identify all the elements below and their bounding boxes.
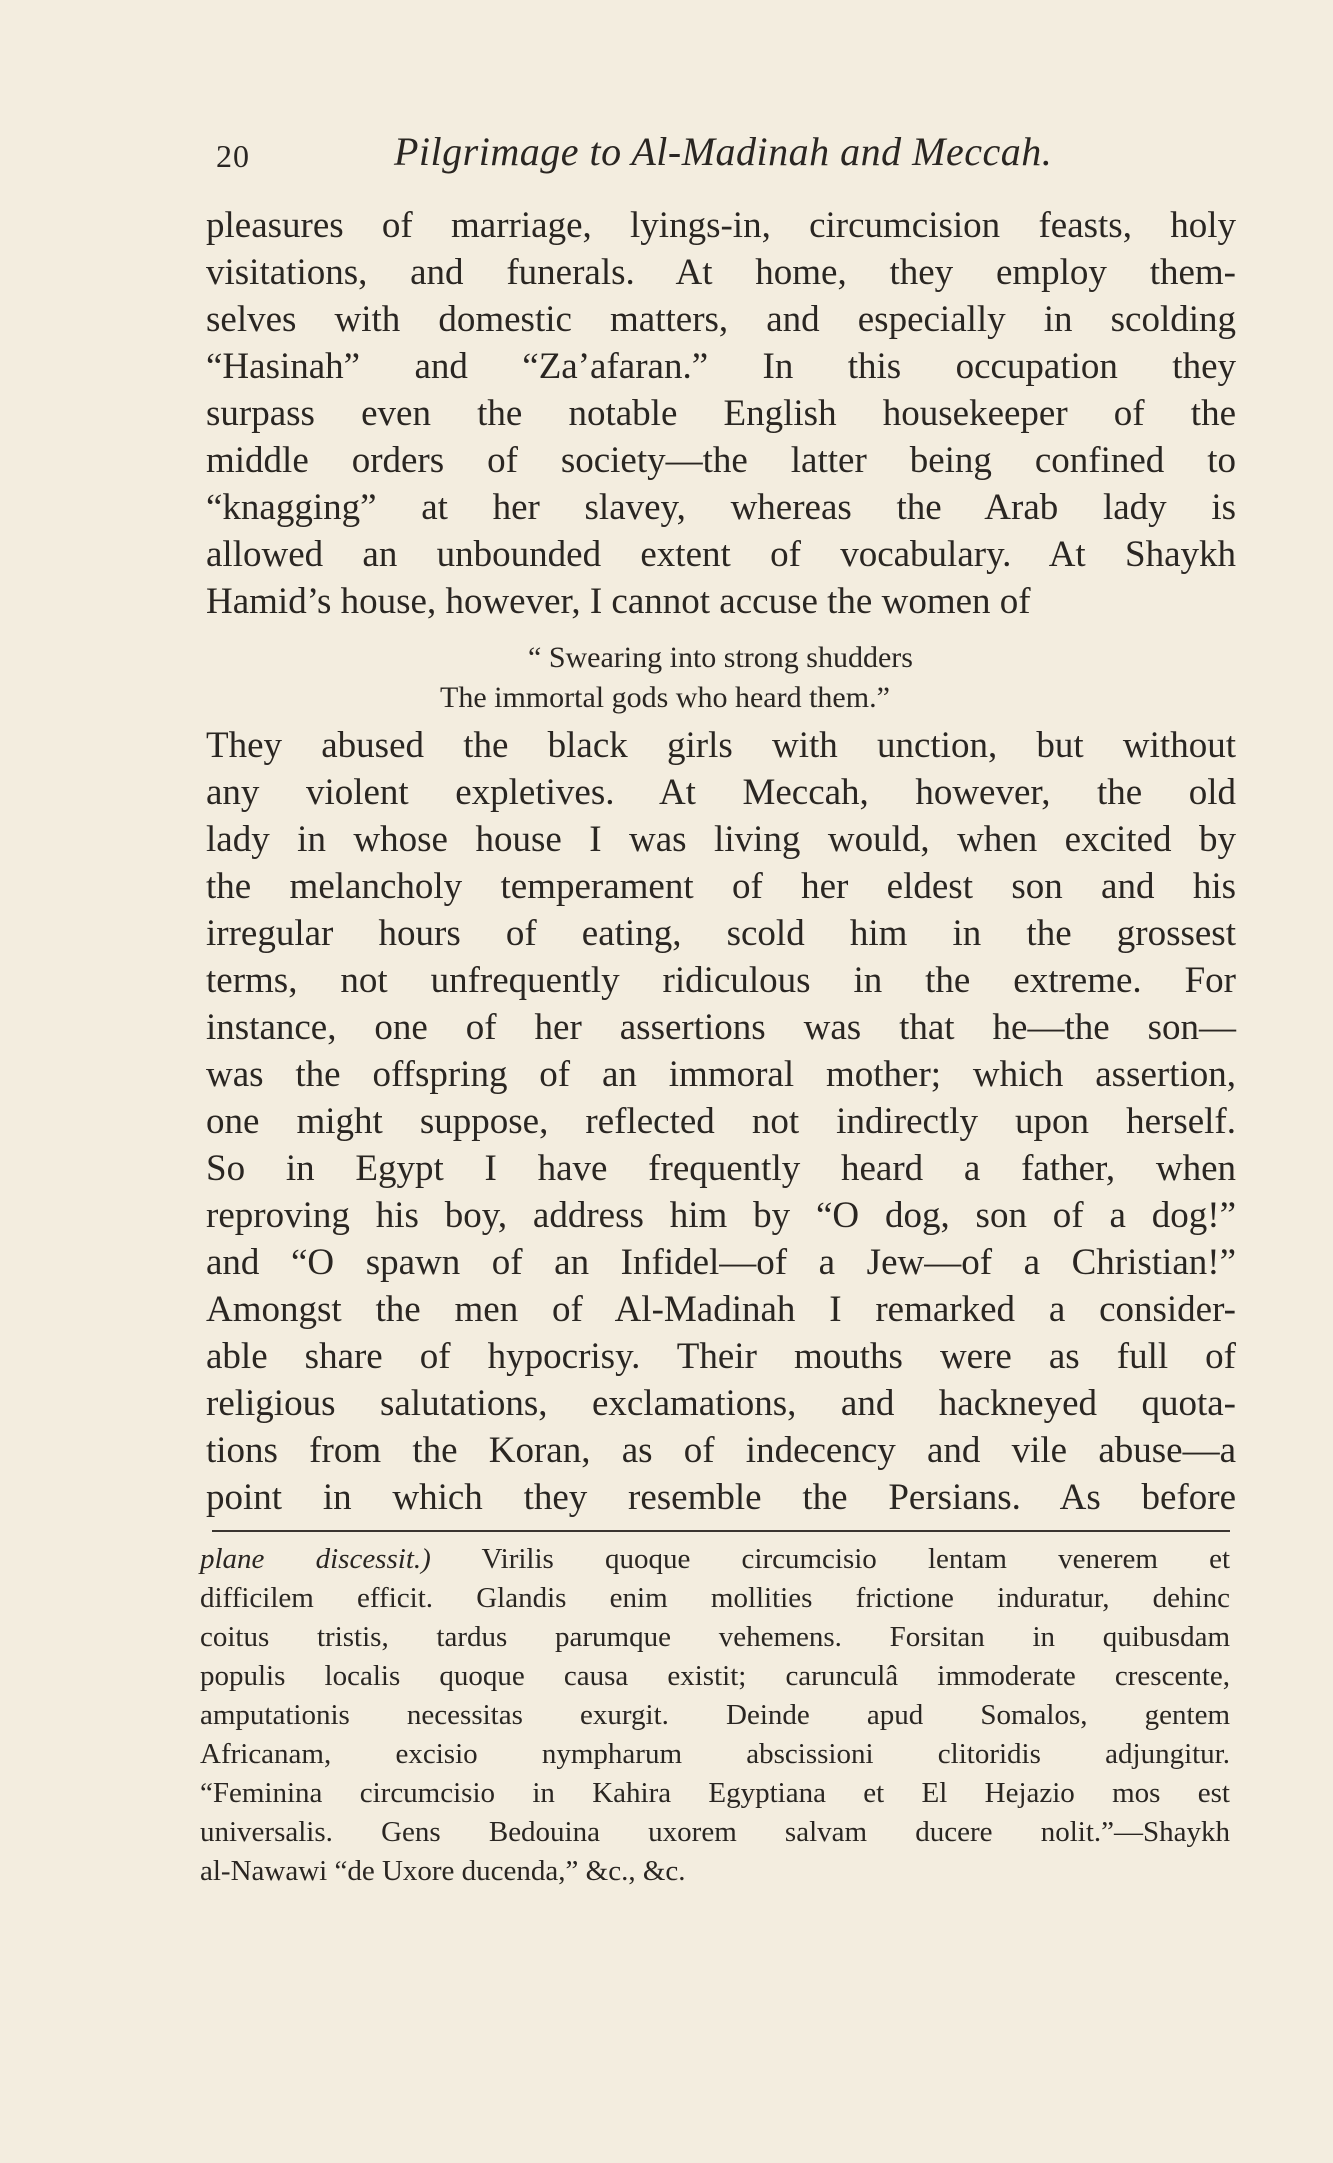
footnote-line: al-Nawawi “de Uxore ducenda,” &c., &c. [200, 1855, 686, 1887]
text-line: “knagging” at her slavey, whereas the Arab lady is [206, 487, 1236, 528]
text-line: They abused the black girls with unction, but without [206, 725, 1236, 766]
text-line: pleasures of marriage, lyings-in, circumcision feasts, holy [206, 205, 1236, 246]
text-line: point in which they resemble the Persians. As before [206, 1477, 1236, 1518]
text-line: visitations, and funerals. At home, they employ them- [206, 252, 1236, 293]
text-line: reproving his boy, address him by “O dog, son of a dog!” [206, 1195, 1236, 1236]
main-text-top [206, 202, 1236, 625]
footnote-line: difficilem efficit. Glandis enim mollities frictione induratur, dehinc [200, 1582, 1230, 1614]
quote-line: “ Swearing into strong shudders [528, 641, 913, 674]
quote-line: The immortal gods who heard them.” [440, 681, 890, 714]
footnote-line [200, 1540, 1230, 1579]
text-line: the melancholy temperament of her eldest son and his [206, 866, 1236, 907]
footnote-divider [212, 1530, 1230, 1532]
footnote-line: universalis. Gens Bedouina uxorem salvam ducere nolit.”—Shaykh [200, 1816, 1230, 1848]
text-line: “Hasinah” and “Za’afaran.” In this occupation they [206, 346, 1236, 387]
footnote-line: populis localis quoque causa existit; carunculâ immoderate crescente, [200, 1660, 1230, 1692]
text-line: irregular hours of eating, scold him in the grossest [206, 913, 1236, 954]
main-text-bottom [206, 722, 1236, 1521]
verse-quotation [206, 638, 1236, 718]
page-number: 20 [216, 138, 250, 174]
text-line: allowed an unbounded extent of vocabulary. At Shaykh [206, 534, 1236, 575]
footnote-first-text: Virilis quoque circumcisio lentam venerem et [481, 1543, 1230, 1575]
text-line: Amongst the men of Al-Madinah I remarked a consider- [206, 1289, 1236, 1330]
text-line: any violent expletives. At Meccah, however, the old [206, 772, 1236, 813]
text-line: surpass even the notable English housekeeper of the [206, 393, 1236, 434]
text-line: lady in whose house I was living would, when excited by [206, 819, 1236, 860]
footnote-line: coitus tristis, tardus parumque vehemens. Forsitan in quibusdam [200, 1621, 1230, 1653]
text-line: one might suppose, reflected not indirectly upon herself. [206, 1101, 1236, 1142]
text-line: and “O spawn of an Infidel—of a Jew—of a Christian!” [206, 1242, 1236, 1283]
page-header [216, 128, 1236, 184]
running-title: Pilgrimage to Al-Madinah and Meccah. [394, 129, 1053, 174]
text-line: selves with domestic matters, and especially in scolding [206, 299, 1236, 340]
text-line: middle orders of society—the latter being confined to [206, 440, 1236, 481]
footnote-line: Africanam, excisio nympharum abscissioni clitoridis adjungitur. [200, 1738, 1230, 1770]
text-line: So in Egypt I have frequently heard a father, when [206, 1148, 1236, 1189]
footnote-line: amputationis necessitas exurgit. Deinde apud Somalos, gentem [200, 1699, 1230, 1731]
text-line: religious salutations, exclamations, and hackneyed quota- [206, 1383, 1236, 1424]
text-line: instance, one of her assertions was that he—the son— [206, 1007, 1236, 1048]
text-line: able share of hypocrisy. Their mouths were as full of [206, 1336, 1236, 1377]
text-line: was the offspring of an immoral mother; which assertion, [206, 1054, 1236, 1095]
footnote [200, 1540, 1230, 1891]
footnote-line: “Feminina circumcisio in Kahira Egyptiana et El Hejazio mos est [200, 1777, 1230, 1809]
footnote-italic-lead: plane discessit.) [200, 1543, 431, 1575]
text-line: tions from the Koran, as of indecency and vile abuse—a [206, 1430, 1236, 1471]
text-line: terms, not unfrequently ridiculous in the extreme. For [206, 960, 1236, 1001]
text-line: Hamid’s house, however, I cannot accuse the women of [206, 581, 1031, 622]
